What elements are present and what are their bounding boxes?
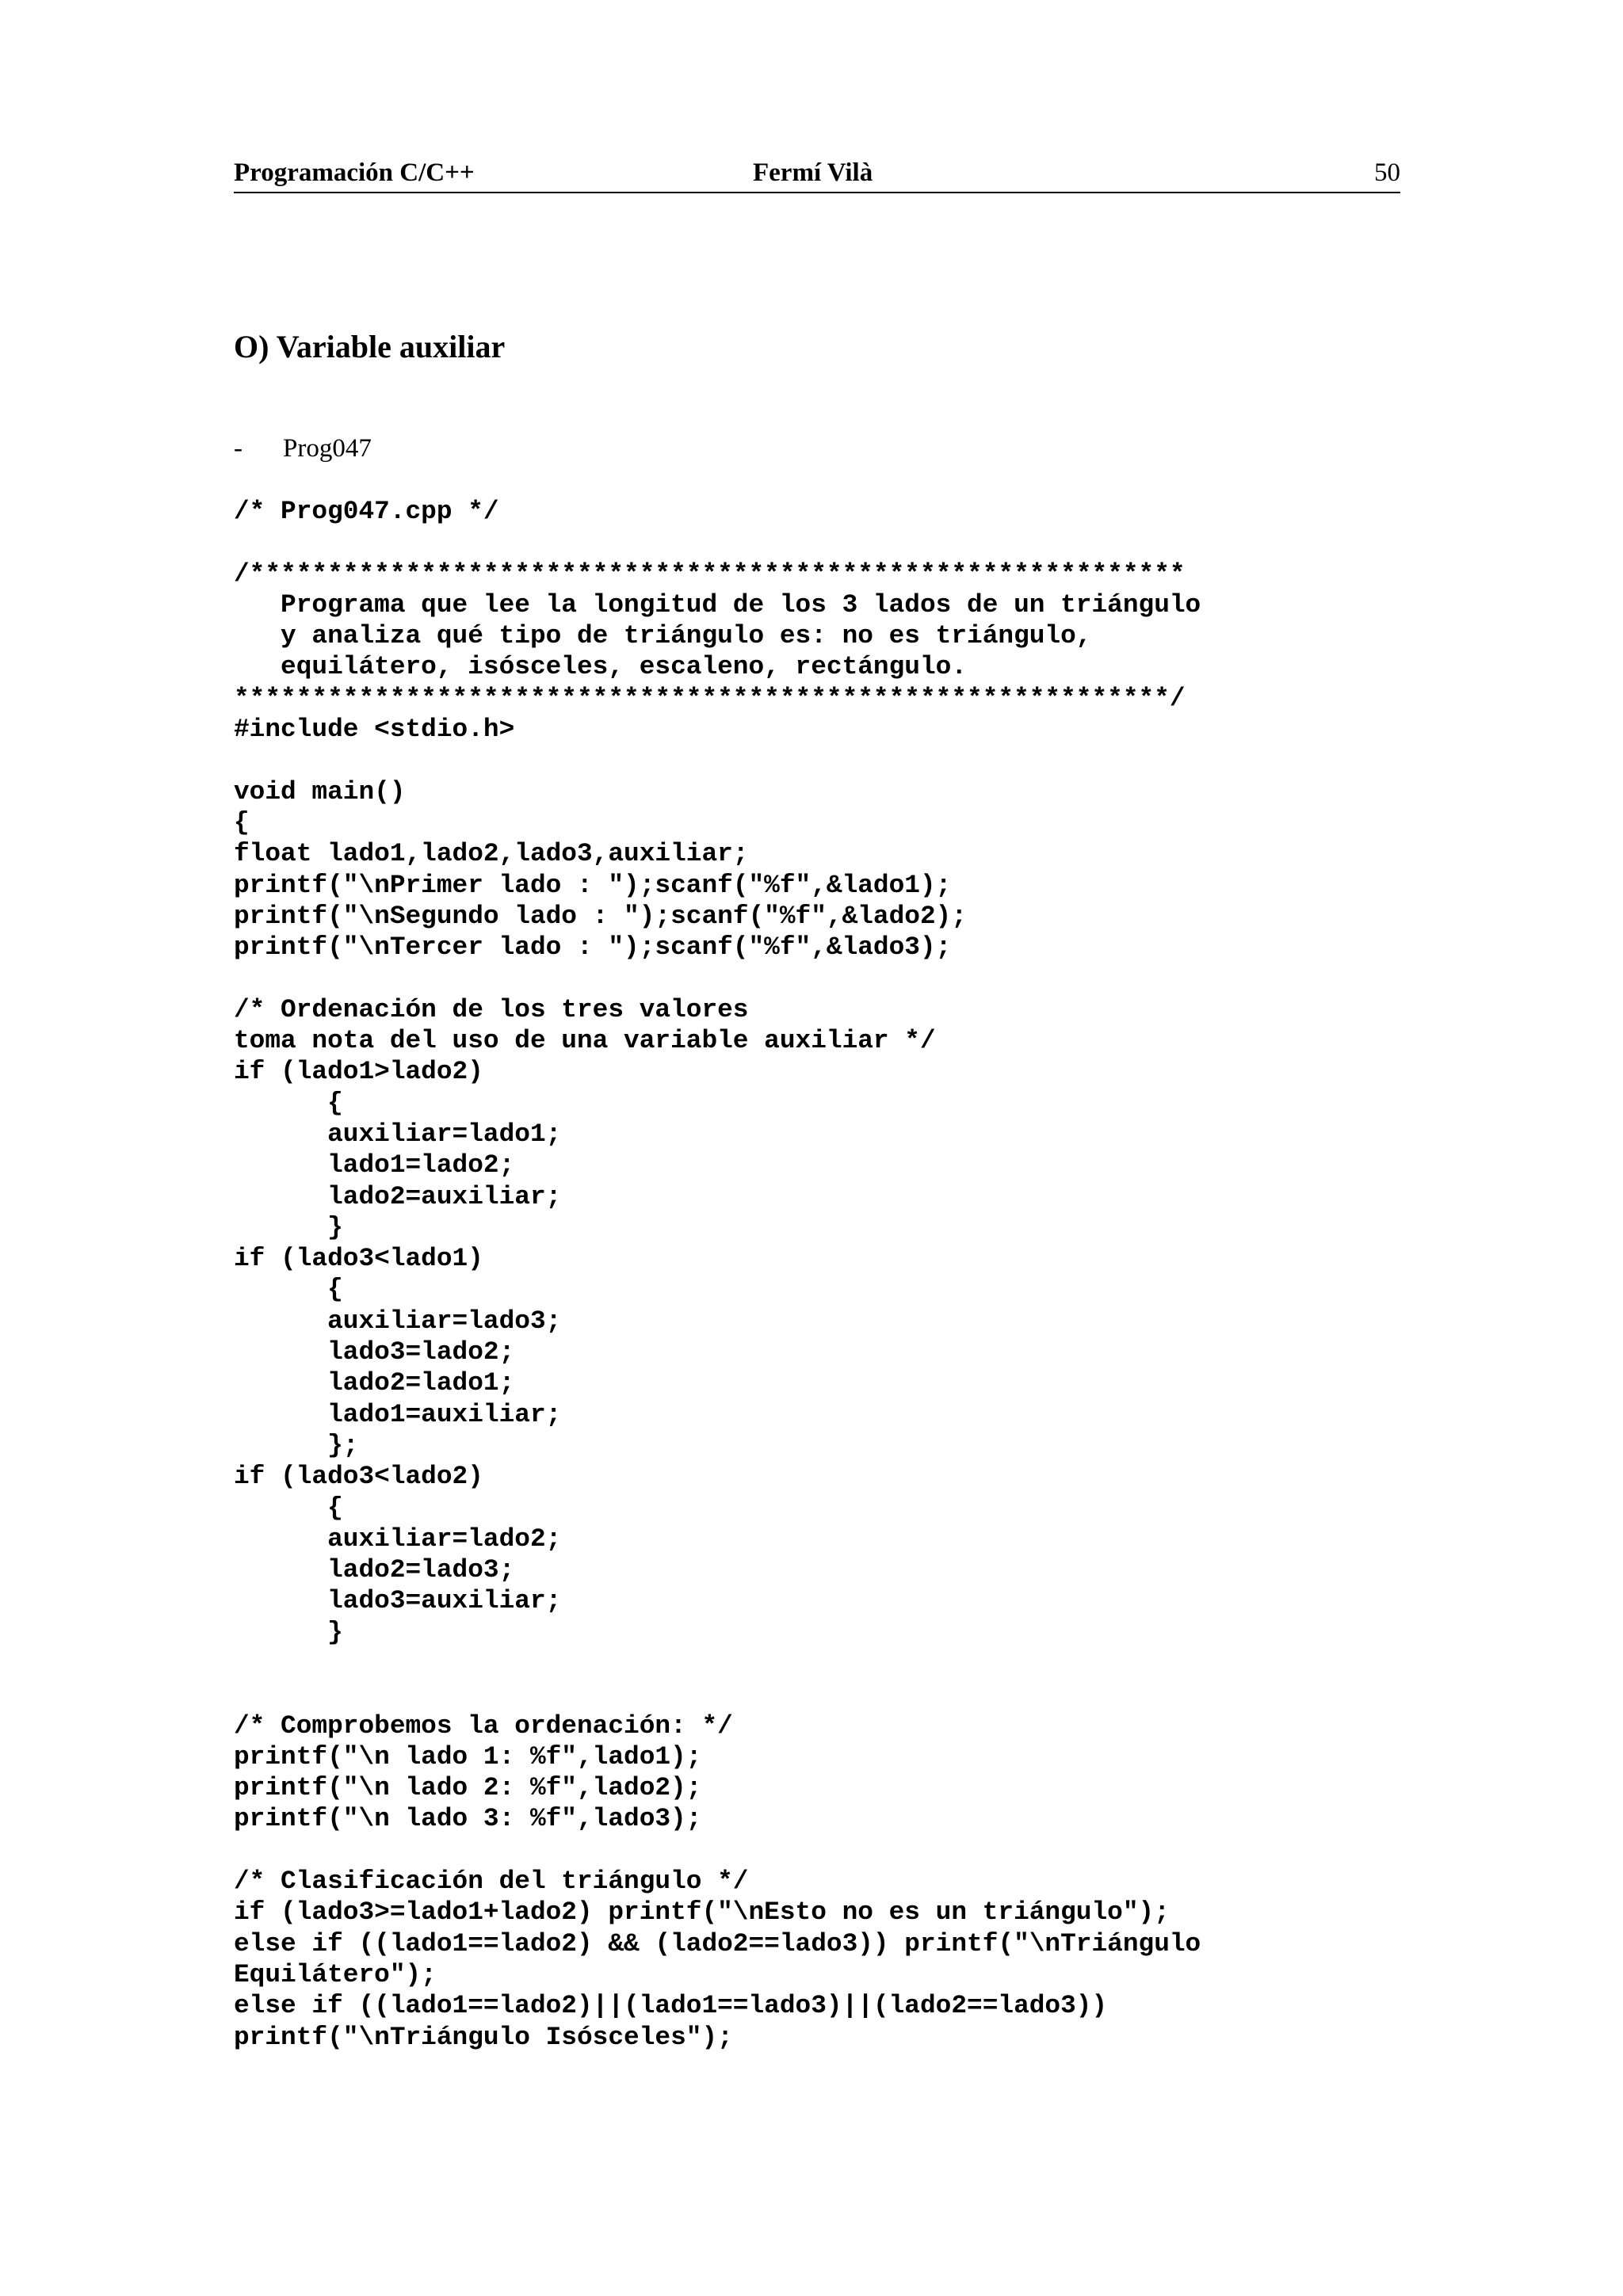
code-line: if (lado3>=lado1+lado2) printf("\nEsto no es un triángulo"); — [234, 1897, 1170, 1928]
code-line: void main() — [234, 776, 406, 807]
program-list-item — [234, 432, 372, 465]
code-line: equilátero, isósceles, escaleno, rectángulo. — [234, 652, 968, 682]
code-line: lado3=auxiliar; — [234, 1586, 562, 1616]
code-line: /* Prog047.cpp */ — [234, 497, 499, 526]
header-author: Fermí Vilà — [753, 158, 873, 187]
code-line: auxiliar=lado1; — [234, 1119, 562, 1149]
code-line: } — [234, 1212, 343, 1242]
code-line: /* Comprobemos la ordenación: */ — [234, 1711, 733, 1741]
code-line: { — [234, 1275, 343, 1305]
section-title: O) Variable auxiliar — [234, 329, 506, 364]
code-line — [234, 527, 1581, 558]
code-line: #include <stdio.h> — [234, 715, 515, 745]
code-line: printf("\n lado 1: %f",lado1); — [234, 1741, 702, 1772]
bullet-dash: - — [234, 434, 242, 463]
code-line — [234, 963, 1581, 994]
code-line: lado3=lado2; — [234, 1337, 515, 1367]
code-line: printf("\nSegundo lado : ");scanf("%f",&lado2); — [234, 901, 968, 931]
code-line: float lado1,lado2,lado3,auxiliar; — [234, 839, 749, 869]
code-line: }; — [234, 1430, 359, 1460]
code-line: printf("\n lado 2: %f",lado2); — [234, 1773, 702, 1803]
code-line: printf("\nTercer lado : ");scanf("%f",&lado3); — [234, 933, 952, 963]
code-line — [234, 1835, 1581, 1866]
code-line: lado1=lado2; — [234, 1150, 515, 1180]
code-line: { — [234, 1088, 343, 1118]
header-page-number: 50 — [1374, 158, 1400, 187]
code-line — [234, 1679, 1581, 1710]
code-line: { — [234, 1493, 343, 1523]
code-line: else if ((lado1==lado2) && (lado2==lado3)) printf("\nTriángulo — [234, 1928, 1201, 1958]
code-line: /* Ordenación de los tres valores — [234, 994, 749, 1024]
code-line: printf("\nTriángulo Isósceles"); — [234, 2022, 733, 2052]
code-line: if (lado3<lado1) — [234, 1244, 483, 1274]
code-line: lado2=lado1; — [234, 1368, 515, 1398]
code-listing — [234, 496, 1581, 2053]
code-line: lado2=lado3; — [234, 1555, 515, 1585]
code-line: } — [234, 1617, 343, 1647]
header-book-title: Programación C/C++ — [234, 158, 475, 187]
code-line: auxiliar=lado3; — [234, 1306, 562, 1336]
code-line: lado1=auxiliar; — [234, 1399, 562, 1429]
code-line: printf("\n lado 3: %f",lado3); — [234, 1804, 702, 1834]
code-line: y analiza qué tipo de triángulo es: no es triángulo, — [234, 621, 1092, 651]
code-line: toma nota del uso de una variable auxiliar */ — [234, 1026, 936, 1056]
page-header — [234, 157, 1400, 193]
code-line: else if ((lado1==lado2)||(lado1==lado3)||(lado2==lado3)) — [234, 1991, 1108, 2021]
code-line — [234, 1648, 1581, 1679]
code-line: ************************************************************/ — [234, 683, 1186, 713]
code-line: Programa que lee la longitud de los 3 lados de un triángulo — [234, 589, 1201, 620]
code-line: if (lado3<lado2) — [234, 1462, 483, 1492]
code-line: { — [234, 807, 250, 837]
code-line: printf("\nPrimer lado : ");scanf("%f",&lado1); — [234, 870, 952, 900]
code-line: Equilátero"); — [234, 1959, 437, 1989]
code-line: auxiliar=lado2; — [234, 1524, 562, 1554]
program-name: Prog047 — [283, 434, 372, 463]
code-line: if (lado1>lado2) — [234, 1057, 483, 1087]
code-line — [234, 745, 1581, 776]
code-line: /************************************************************ — [234, 559, 1186, 589]
code-line: /* Clasificación del triángulo */ — [234, 1867, 749, 1897]
code-line: lado2=auxiliar; — [234, 1181, 562, 1211]
